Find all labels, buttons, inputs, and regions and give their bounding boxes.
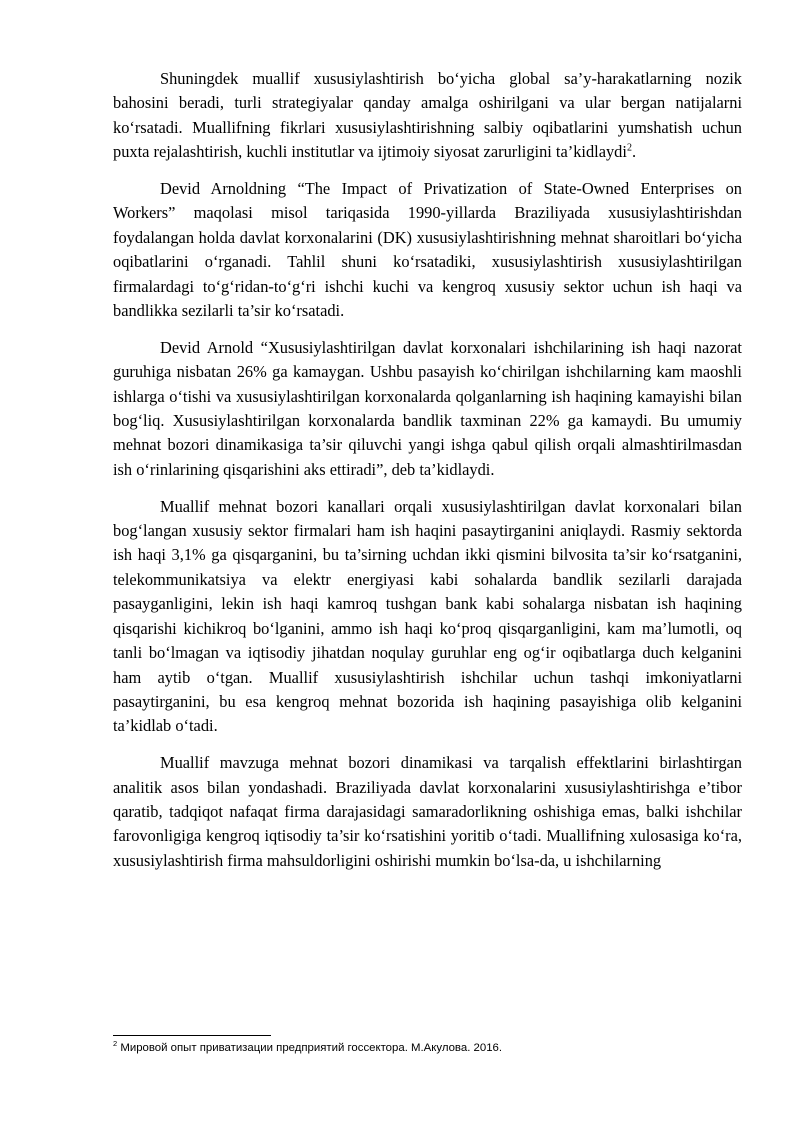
paragraph-5: Muallif mavzuga mehnat bozori dinamikasi va tarqalish effektlarini birlashtirgan analitik asos bilan yondashadi. Braziliyada davlat korxonalarini xususiylashtirishga e’tibor qaratib, tadqiqot nafaqat firma darajasidagi samaradorlikning oshishiga emas, balki ishchilar farovonligiga kengroq iqtisodiy ta’sir ko‘rsatishini yoritib o‘tadi. Muallifning xulosasiga ko‘ra, xususiylashtirish firma mahsuldorligini oshirishi mumkin bo‘lsa-da, u ishchilarning — [113, 753, 742, 870]
footnote-reference[interactable]: 2 — [626, 142, 632, 154]
paragraph-text: Shuningdek muallif xususiylashtirish bo‘yicha global sa’y-harakatlarning nozik bahosini beradi, turli strategiyalar qanday amalga oshirilgani va ular bergan natijalarni ko‘rsatadi. Muallifning fikrlari xususiylashtirishning salbiy oqibatlarini yumshatish uchun puxta rejalashtirish, kuchli institutlar va ijtimoiy siyosat zarurligini ta’kidlaydi — [113, 69, 742, 162]
paragraph-4: Muallif mehnat bozori kanallari orqali xususiylashtirilgan davlat korxonalari bilan bog‘langan xususiy sektor firmalari ham ish haqini pasaytirganini aniqlaydi. Rasmiy sektorda ish haqi 3,1% ga qisqarganini, bu ta’sirning uchdan ikki qismini bilvosita ta’sir ko‘rsatganini, telekommunikatsiya va elektr energiyasi kabi sohalarda bandlik sezilarli darajada pasayganligini, lekin ish haqi kamroq tushgan bank kabi sohalarga nisbatan ish haqining qisqarishi kichikroq bo‘lganini, ammo ish haqi ko‘proq qisqarganligini, kam ma’lumotli, oq tanli bo‘lmagan va iqtisodiy jihatdan noqulay guruhlar eng og‘ir oqibatlarga duch kelganini ham aytib o‘tgan. Muallif xususiylashtirish ishchilar uchun tashqi imkoniyatlarni pasaytirganini, bu esa kengroq mehnat bozorida ish haqining pasayishiga olib kelganini ta’kidlab o‘tadi. — [113, 496, 742, 736]
footnote-text: Мировой опыт приватизации предприятий госсектора. М.Акулова. 2016. — [120, 1042, 503, 1054]
footnote — [113, 1040, 742, 1056]
footnote-separator — [113, 1035, 271, 1036]
paragraph-3: Devid Arnold “Xususiylashtirilgan davlat korxonalari ishchilarining ish haqi nazorat guruhiga nisbatan 26% ga kamaygan. Ushbu pasayish ko‘chirilgan ishchilarning kam maoshli ishlarga o‘tishi va xususiylashtirilgan korxonalarda qolganlarning ish haqining kamayishi bilan bog‘liq. Xususiylashtirilgan korxonalarda bandlik taxminan 22% ga kamaydi. Bu umumiy mehnat bozori dinamikasiga ta’sir qiluvchi yangi ishga qabul qilish orqali almashtirilmasdan ish o‘rinlarining qisqarishini aks ettiradi”, deb ta’kidlaydi. — [113, 337, 742, 479]
body-text — [113, 67, 742, 873]
paragraph-2: Devid Arnoldning “The Impact of Privatization of State-Owned Enterprises on Workers” maqolasi misol tariqasida 1990-yillarda Braziliyada xususiylashtirishdan foydalangan holda davlat korxonalarini (DK) xususiylashtirishning mehnat sharoitlari bo‘yicha oqibatlarini o‘rganadi. Tahlil shuni ko‘rsatadiki, xususiylashtirish xususiylashtirilgan firmalardagi to‘g‘ridan-to‘g‘ri ishchi kuchi va kengroq xususiy sektor uchun ish haqi va bandlikka sezilarli ta’sir ko‘rsatadi. — [113, 179, 742, 321]
paragraph-1 — [113, 67, 742, 165]
footnote-marker: 2 — [113, 1039, 118, 1049]
paragraph-tail: . — [631, 142, 637, 162]
